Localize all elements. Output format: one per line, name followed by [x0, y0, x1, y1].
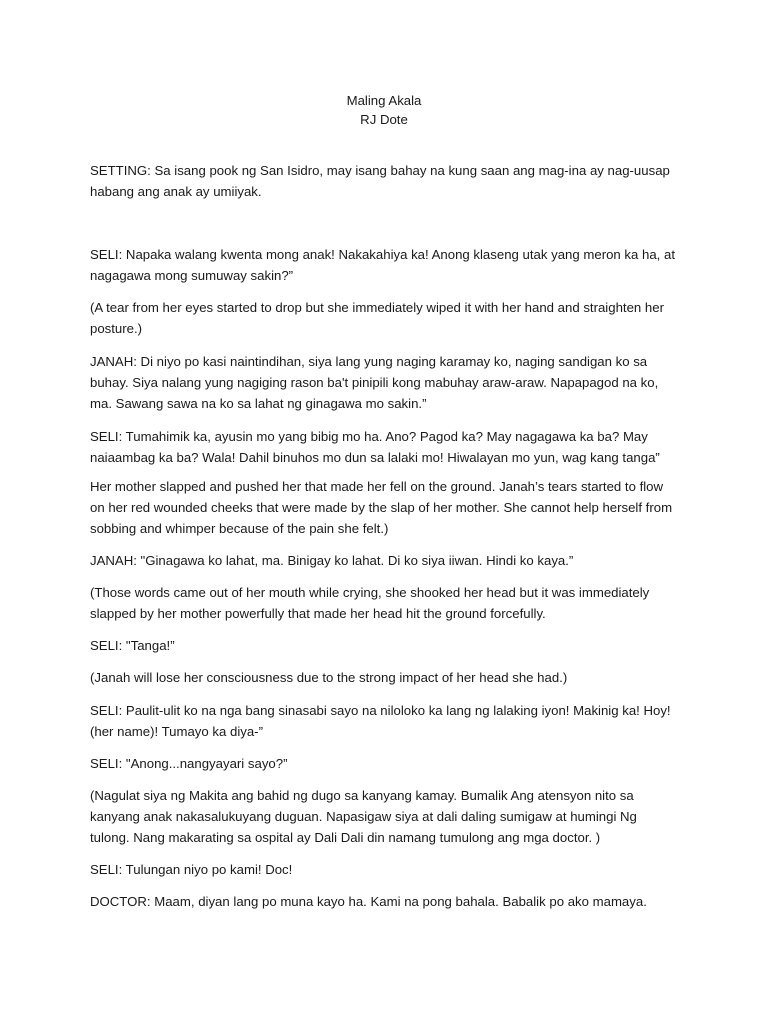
paragraph: SELI: "Anong...nangyayari sayo?”: [90, 756, 288, 771]
paragraph: SELI: Tumahimik ka, ayusin mo yang bibig mo ha. Ano? Pagod ka? May nagagawa ka ba? May naiaambag ka ba? Wala! Dahil binuhos mo dun sa lalaki mo! Hiwalayan mo yun, wag kang tanga”: [90, 429, 660, 465]
paragraph: (Those words came out of her mouth while crying, she shooked her head but it was immediately slapped by her mother powerfully that made her head hit the ground forcefully.: [90, 585, 650, 621]
paragraph: Her mother slapped and pushed her that made her fell on the ground. Janah’s tears started to flow on her red wounded cheeks that were made by the slap of her mother. She cannot help herself from sobbing and whimper because of the pain she felt.): [90, 479, 673, 536]
paragraph-setting: SETTING: Sa isang pook ng San Isidro, may isang bahay na kung saan ang mag-ina ay nag-uusap habang ang anak ay umiiyak.: [90, 163, 670, 199]
document-page: [90, 91, 678, 909]
paragraph: SELI: Paulit-ulit ko na nga bang sinasabi sayo na nilolok​o ka lang ng lalaking iyon! Makinig ka! Hoy! (her name)! Tumayo ka diya-”: [90, 703, 671, 739]
paragraph: JANAH: Di niyo po kasi naintindihan, siya lang yung naging karamay ko, naging sandigan ko sa buhay. Siya nalang yung nagiging rason ba't pinipili kong mabuhay araw-araw. Napapagod na ko, ma. Sawang sawa na ko sa lahat ng ginagawa mo sakin.”: [90, 354, 659, 411]
paragraph: (A tear from her eyes started to drop but she immediately wiped it with her hand and straighten her posture.): [90, 300, 664, 336]
paragraph: SELI: "Tanga!”: [90, 638, 175, 653]
document-title: Maling Akala: [346, 93, 422, 108]
title-block: [90, 91, 678, 129]
document-author: RJ Dote: [360, 112, 408, 127]
paragraph: SELI: Napaka walang kwenta mong anak! Nakakahiya ka! Anong klaseng utak yang meron ka ha, at nagagawa mong sumuway sakin?”: [90, 247, 676, 283]
paragraph: (Nagulat siya ng Makita ang bahid ng dugo sa kanyang kamay. Bumalik Ang atensyon nito sa kanyang anak nakasalukuyang duguan. Napasigaw siya at dali daling sumigaw at humingi Ng tulong. Nang makarating sa ospital ay Dali Dali din namang tumulong ang mga doctor. ): [90, 788, 637, 845]
paragraph: (Janah will lose her consciousness due to the strong impact of her head she had.): [90, 670, 568, 685]
paragraph: JANAH: "Ginagawa ko lahat, ma. Binigay ko lahat. Di ko siya iiwan. Hindi ko kaya.”: [90, 553, 574, 568]
paragraph: DOCTOR: Maam, diyan lang po muna kayo ha. Kami na pong bahala. Babalik po ako mamaya.: [90, 894, 647, 909]
paragraph: SELI: Tulungan niyo po kami! Doc!: [90, 862, 293, 877]
